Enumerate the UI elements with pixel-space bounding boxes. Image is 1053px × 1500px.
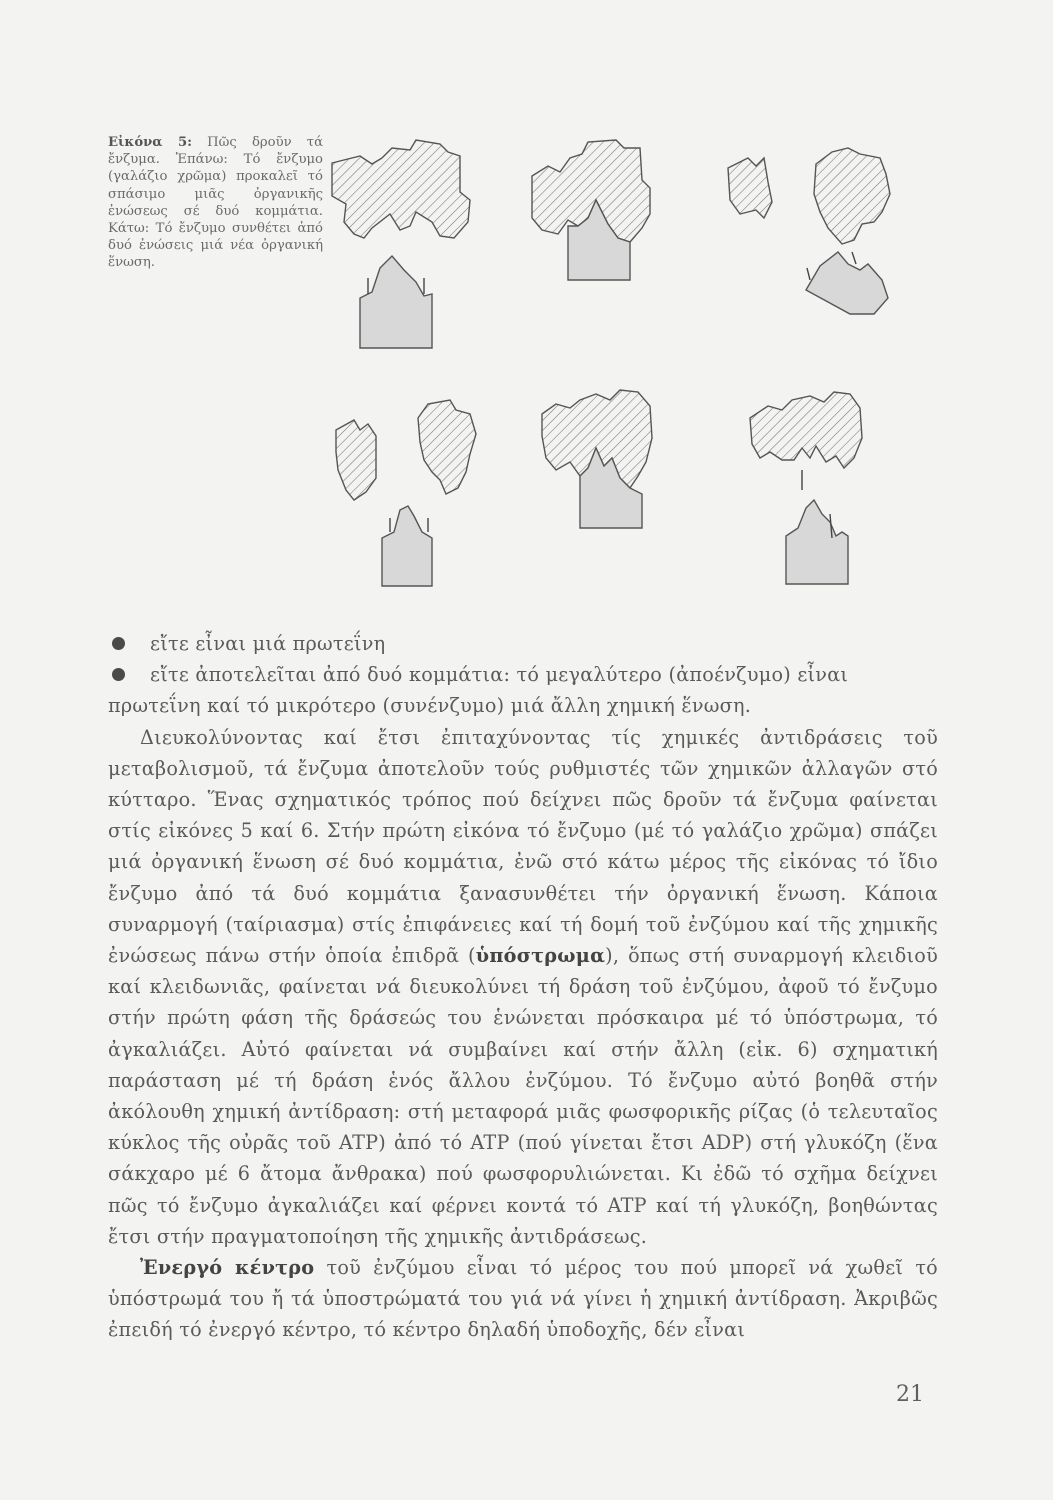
paragraph <box>108 1252 938 1346</box>
enzyme-figure <box>320 118 940 608</box>
enzyme-bottom-right-shape <box>418 400 476 494</box>
term-substrate: ὑπόστρωμα <box>475 944 606 968</box>
body-text <box>108 628 938 1346</box>
bullet-continuation: πρωτεΐνη καί τό μικρότερο (συνένζυμο) μιά ἄλλη χημική ἕνωση. <box>108 694 752 718</box>
bullet-text: εἴτε εἶναι μιά πρωτεΐνη <box>150 632 386 655</box>
substrate-shape <box>360 256 432 348</box>
enzyme-right-shape <box>814 148 890 244</box>
enzyme-shape <box>332 140 470 238</box>
caption-text: Πῶς δροῦν τά ἔνζυμα. Ἐπάνω: Τό ἔνζυμο (γαλάζιο χρῶμα) προκαλεῖ τό σπάσιμο μιᾶς ὀργανικῆς ἐνώσεως σέ δυό κομμάτια. Κάτω: Τό ἔνζυμο συνθέτει ἀπό δυό ἐνώσεις μιά νέα ὀργανική ἕνωση. <box>108 135 323 271</box>
figure-caption <box>108 134 323 272</box>
bullet-dot <box>112 668 125 681</box>
enzyme-released-shape <box>728 158 772 218</box>
enzyme-bottom-shape <box>336 420 376 500</box>
paragraph <box>108 722 938 1252</box>
paragraph-text-cont: ), ὅπως στή συναρμογή κλειδιοῦ καί κλειδωνιᾶς, φαίνεται νά διευκολύνει τή δράση τοῦ ἐνζύμου, ἀφοῦ τό ἔνζυμο στήν πρώτη φάση τῆς δράσεώς του ἑνώνεται πρόσκαιρα μέ τό ὑπόστρωμα, τό ἀγκαλιάζει. Αὐτό φαίνεται νά συμβαίνει καί στήν ἄλλη (εἰκ. 6) σχηματική παράσταση μέ τή δράση ἑνός ἄλλου ἐνζύμου. Τό ἔνζυμο αὐτό βοηθᾶ στήν ἀκόλουθη χημική ἀντίδραση: στή μεταφορά μιᾶς φωσφορικῆς ρίζας (ὁ τελευταῖος κύκλος τῆς οὐρᾶς τοῦ ATP) ἀπό τό ATP (πού γίνεται ἔτσι ADP) στή γλυκόζη (ἕνα σάκχαρο μέ 6 ἄτομα ἄνθρακα) πού φωσφορυλιώνεται. Κι ἐδῶ τό σχῆμα δείχνει πῶς τό ἔνζυμο ἀγκαλιάζει καί φέρνει κοντά τό ATP καί τή γλυκόζη, βοηθώντας ἔτσι στήν πραγματοποίηση τῆς χημικῆς ἀντιδράσεως. <box>108 944 938 1248</box>
substrate-fragment-shape <box>806 252 888 314</box>
bullet-dot <box>112 637 125 650</box>
enzyme-product-shape <box>750 392 862 468</box>
product-shape <box>786 500 848 584</box>
bullet-text: εἴτε ἀποτελεῖται ἀπό δυό κομμάτια: τό μεγαλύτερο (ἀποένζυμο) εἶναι <box>150 663 849 687</box>
term-active-site: Ἐνεργό κέντρο <box>140 1256 315 1280</box>
caption-label: Εἰκόνα 5: <box>108 135 193 150</box>
bullet-item <box>108 659 938 690</box>
paragraph-text: τοῦ ἐνζύμου εἶναι τό μέρος του πού μπορεῖ νά χωθεῖ τό ὑπόστρωμά του ἤ τά ὑποστρώματά του γιά νά γίνει ἡ χημική ἀντίδραση. Ἀκριβῶς ἐπειδή τό ἐνεργό κέντρο, τό κέντρο δηλαδή ὑποδοχῆς, δέν εἶναι <box>108 1256 938 1342</box>
bullet-item <box>108 628 938 659</box>
page-number: 21 <box>896 1382 924 1407</box>
paragraph-text: Διευκολύνοντας καί ἔτσι ἐπιταχύνοντας τίς χημικές ἀντιδράσεις τοῦ μεταβολισμοῦ, τά ἔνζυμα ἀποτελοῦν τούς ρυθμιστές τῶν χημικῶν ἀλλαγῶν στό κύτταρο. Ἕνας σχηματικός τρόπος πού δείχνει πῶς δροῦν τά ἔνζυμα φαίνεται στίς εἰκόνες 5 καί 6. Στήν πρώτη εἰκόνα τό ἔνζυμο (μέ τό γαλάζιο χρῶμα) σπάζει μιά ὀργανική ἕνωση σέ δυό κομμάτια, ἐνῶ στό κάτω μέρος τῆς εἰκόνας τό ἴδιο ἔνζυμο ἀπό τά δυό κομμάτια ξανασυνθέτει τήν ὀργανική ἕνωση. Κάποια συναρμογή (ταίριασμα) στίς ἐπιφάνειες καί τή δομή τοῦ ἐνζύμου καί τῆς χημικῆς ἐνώσεως πάνω στήν ὁποία ἐπιδρᾶ ( <box>108 725 938 968</box>
